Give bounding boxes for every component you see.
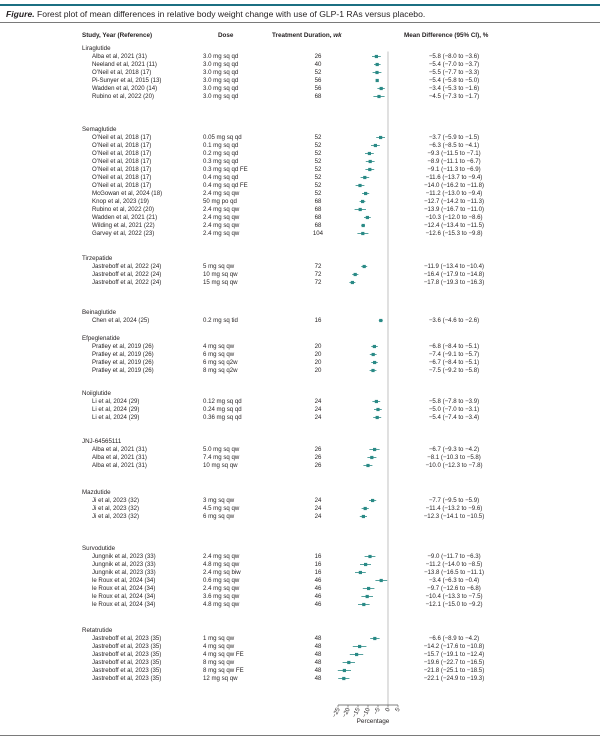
point-estimate (375, 400, 378, 403)
study-cell: Wadden et al, 2021 (21) (92, 214, 158, 221)
group-title: Semaglutide (82, 126, 117, 133)
study-cell: Jastreboff et al, 2023 (35) (92, 643, 162, 650)
mean-difference-cell: −12.7 (−14.2 to −11.3) (423, 198, 485, 205)
duration-cell: 68 (314, 198, 322, 205)
duration-cell: 46 (314, 593, 322, 600)
dose-cell: 2.4 mg sq qw (203, 553, 240, 560)
point-estimate (379, 319, 382, 322)
x-tick-label: −10 (361, 707, 372, 719)
mean-difference-cell: −6.6 (−8.9 to −4.2) (428, 635, 480, 642)
study-cell: Jungnik et al, 2023 (33) (92, 569, 156, 576)
mean-difference-cell: −9.0 (−11.7 to −6.3) (427, 553, 481, 560)
point-estimate (364, 192, 367, 195)
duration-cell: 52 (314, 166, 322, 173)
dose-cell: 3.0 mg sq qd (203, 61, 239, 68)
mean-difference-cell: −12.1 (−15.0 to −9.2) (425, 601, 483, 608)
mean-difference-cell: −5.4 (−5.8 to −5.0) (428, 77, 480, 84)
mean-difference-cell: −3.4 (−6.3 to −0.4) (428, 577, 480, 584)
point-estimate (376, 416, 379, 419)
study-cell: Chen et al, 2024 (25) (92, 317, 150, 324)
dose-cell: 2.4 mg sq qw (203, 230, 240, 237)
group-title: Tirzepatide (82, 255, 113, 262)
point-estimate (372, 353, 375, 356)
point-estimate (364, 507, 367, 510)
dose-cell: 4.8 mg sq qw (203, 561, 240, 568)
point-estimate (362, 515, 365, 518)
mean-difference-cell: −3.7 (−5.9 to −1.5) (428, 134, 480, 141)
duration-cell: 52 (314, 174, 322, 181)
duration-cell: 72 (314, 271, 322, 278)
duration-cell: 48 (314, 659, 322, 666)
point-estimate (342, 677, 345, 680)
point-estimate (359, 208, 362, 211)
dose-cell: 10 mg sq qw (203, 462, 238, 469)
point-estimate (367, 587, 370, 590)
mean-difference-cell: −8.1 (−10.3 to −5.8) (427, 454, 481, 461)
point-estimate (368, 555, 371, 558)
mean-difference-cell: −11.4 (−13.2 to −9.6) (425, 505, 483, 512)
duration-cell: 68 (314, 222, 322, 229)
dose-cell: 5.0 mg sq qw (203, 446, 240, 453)
dose-cell: 5 mg sq qw (203, 263, 235, 270)
study-cell: Pratley et al, 2019 (26) (92, 359, 154, 366)
point-estimate (376, 63, 379, 66)
dose-cell: 8 mg sq qw FE (203, 667, 244, 674)
study-cell: Jungnik et al, 2023 (33) (92, 553, 156, 560)
mean-difference-cell: −5.0 (−7.0 to −3.1) (428, 406, 480, 413)
point-estimate (380, 579, 383, 582)
dose-cell: 2.4 mg sq qw (203, 222, 240, 229)
duration-cell: 56 (314, 85, 322, 92)
dose-cell: 12 mg sq qw (203, 675, 238, 682)
header-study: Study, Year (Reference) (82, 32, 153, 39)
duration-cell: 24 (314, 398, 322, 405)
duration-cell: 16 (314, 553, 322, 560)
point-estimate (368, 152, 371, 155)
duration-cell: 16 (314, 561, 322, 568)
point-estimate (368, 168, 371, 171)
mean-difference-cell: −9.1 (−11.3 to −6.9) (427, 166, 481, 173)
mean-difference-cell: −5.8 (−7.8 to −3.9) (428, 398, 480, 405)
duration-cell: 68 (314, 93, 322, 100)
duration-cell: 68 (314, 214, 322, 221)
dose-cell: 0.4 mg sq qd FE (203, 182, 248, 189)
duration-cell: 68 (314, 206, 322, 213)
study-cell: Ji et al, 2023 (32) (92, 513, 140, 520)
mean-difference-cell: −5.4 (−7.4 to −3.4) (428, 414, 480, 421)
duration-cell: 72 (314, 263, 322, 270)
mean-difference-cell: −3.4 (−5.3 to −1.6) (428, 85, 480, 92)
study-cell: Alba et al, 2021 (31) (92, 454, 147, 461)
duration-cell: 24 (314, 497, 322, 504)
duration-cell: 52 (314, 142, 322, 149)
point-estimate (377, 95, 380, 98)
duration-cell: 48 (314, 667, 322, 674)
study-cell: Knop et al, 2023 (19) (92, 198, 149, 205)
study-cell: Jastreboff et al, 2023 (35) (92, 667, 162, 674)
study-cell: Jungnik et al, 2023 (33) (92, 561, 156, 568)
dose-cell: 4 mg sq qw FE (203, 651, 244, 658)
duration-cell: 48 (314, 643, 322, 650)
duration-cell: 26 (314, 462, 322, 469)
study-cell: le Roux et al, 2024 (34) (92, 585, 156, 592)
mean-difference-cell: −22.1 (−24.9 to −19.3) (423, 675, 485, 682)
mean-difference-cell: −21.8 (−25.1 to −18.5) (423, 667, 485, 674)
duration-cell: 72 (314, 279, 322, 286)
duration-cell: 48 (314, 635, 322, 642)
study-cell: Jastreboff et al, 2022 (24) (92, 279, 162, 286)
dose-cell: 4 mg sq qw (203, 643, 235, 650)
mean-difference-cell: −5.5 (−7.7 to −3.3) (428, 69, 480, 76)
study-cell: O’Neil et al, 2018 (17) (92, 174, 152, 181)
study-cell: Neeland et al, 2021 (11) (92, 61, 157, 68)
header-duration-label: Treatment Duration, (272, 32, 334, 39)
point-estimate (375, 71, 378, 74)
study-cell: Pratley et al, 2019 (26) (92, 367, 154, 374)
duration-cell: 48 (314, 675, 322, 682)
dose-cell: 1 mg sq qw (203, 635, 235, 642)
duration-cell: 26 (314, 53, 322, 60)
study-cell: O’Neil et al, 2018 (17) (92, 158, 152, 165)
study-cell: Alba et al, 2021 (31) (92, 446, 147, 453)
study-cell: Pratley et al, 2019 (26) (92, 351, 154, 358)
duration-cell: 24 (314, 414, 322, 421)
study-cell: Li et al, 2024 (29) (92, 406, 140, 413)
study-cell: O’Neil et al, 2018 (17) (92, 69, 152, 76)
group-title: Retatrutide (82, 627, 113, 634)
duration-cell: 20 (314, 359, 322, 366)
mean-difference-cell: −12.3 (−14.1 to −10.5) (423, 513, 485, 520)
dose-cell: 8 mg sq q2w (203, 367, 238, 374)
point-estimate (376, 408, 379, 411)
point-estimate (363, 265, 366, 268)
duration-cell: 52 (314, 190, 322, 197)
dose-cell: 4.5 mg sq qw (203, 505, 240, 512)
mean-difference-cell: −10.4 (−13.3 to −7.5) (425, 593, 483, 600)
study-cell: O’Neil et al, 2018 (17) (92, 182, 152, 189)
study-cell: Rubino et al, 2022 (20) (92, 206, 154, 213)
study-cell: Garvey et al, 2022 (23) (92, 230, 155, 237)
figure-label: Figure. (6, 9, 35, 19)
study-cell: Jastreboff et al, 2023 (35) (92, 675, 162, 682)
dose-cell: 3.0 mg sq qd (203, 85, 239, 92)
point-estimate (354, 273, 357, 276)
x-tick-label: −20 (341, 707, 352, 719)
dose-cell: 3.0 mg sq qd (203, 69, 239, 76)
point-estimate (373, 361, 376, 364)
mean-difference-cell: −11.2 (−14.0 to −8.5) (425, 561, 483, 568)
duration-cell: 48 (314, 651, 322, 658)
point-estimate (362, 224, 365, 227)
mean-difference-cell: −16.4 (−17.9 to −14.8) (423, 271, 485, 278)
point-estimate (373, 637, 376, 640)
mean-difference-cell: −15.7 (−19.1 to −12.4) (423, 651, 485, 658)
dose-cell: 3.0 mg sq qd (203, 53, 239, 60)
x-tick-label: −25 (331, 707, 342, 719)
dose-cell: 8 mg sq qw (203, 659, 235, 666)
study-cell: Jastreboff et al, 2022 (24) (92, 263, 162, 270)
duration-cell: 16 (314, 317, 322, 324)
dose-cell: 6 mg sq qw (203, 513, 235, 520)
mean-difference-cell: −12.6 (−15.3 to −9.8) (425, 230, 483, 237)
duration-cell: 52 (314, 134, 322, 141)
dose-cell: 3.6 mg sq qw (203, 593, 240, 600)
study-cell: Pi-Sunyer et al, 2015 (13) (92, 77, 162, 84)
point-estimate (375, 55, 378, 58)
figure-title: Forest plot of mean differences in relative body weight change with use of GLP-1 RAs versus placebo. (34, 9, 426, 19)
dose-cell: 6 mg sq q2w (203, 359, 238, 366)
point-estimate (362, 603, 365, 606)
study-cell: Wilding et al, 2021 (22) (92, 222, 155, 229)
mean-difference-cell: −6.7 (−9.3 to −4.2) (428, 446, 480, 453)
mean-difference-cell: −3.6 (−4.6 to −2.6) (428, 317, 480, 324)
mean-difference-cell: −12.4 (−13.4 to −11.5) (423, 222, 485, 229)
figure-bottom-rule (0, 735, 600, 736)
x-tick-label: 5 (394, 707, 402, 713)
study-cell: Jastreboff et al, 2022 (24) (92, 271, 162, 278)
point-estimate (373, 345, 376, 348)
mean-difference-cell: −10.3 (−12.0 to −8.6) (425, 214, 483, 221)
mean-difference-cell: −6.8 (−8.4 to −5.1) (428, 343, 480, 350)
duration-cell: 16 (314, 569, 322, 576)
point-estimate (380, 87, 383, 90)
duration-cell: 24 (314, 513, 322, 520)
point-estimate (358, 645, 361, 648)
dose-cell: 2.4 mg sq qw (203, 585, 240, 592)
point-estimate (366, 216, 369, 219)
study-cell: Ji et al, 2023 (32) (92, 497, 140, 504)
point-estimate (369, 160, 372, 163)
study-cell: Jastreboff et al, 2023 (35) (92, 659, 162, 666)
duration-cell: 104 (312, 230, 324, 237)
point-estimate (364, 563, 367, 566)
dose-cell: 3.0 mg sq qd (203, 77, 239, 84)
point-estimate (363, 176, 366, 179)
study-cell: Ji et al, 2023 (32) (92, 505, 140, 512)
mean-difference-cell: −14.2 (−17.6 to −10.8) (423, 643, 485, 650)
duration-cell: 46 (314, 585, 322, 592)
study-cell: O’Neil et al, 2018 (17) (92, 134, 152, 141)
mean-difference-cell: −8.9 (−11.1 to −6.7) (427, 158, 481, 165)
dose-cell: 0.36 mg sq qd (203, 414, 242, 421)
duration-cell: 52 (314, 182, 322, 189)
point-estimate (359, 571, 362, 574)
study-cell: Li et al, 2024 (29) (92, 398, 140, 405)
point-estimate (370, 456, 373, 459)
point-estimate (373, 448, 376, 451)
dose-cell: 4 mg sq qw (203, 343, 235, 350)
duration-cell: 20 (314, 343, 322, 350)
duration-cell: 52 (314, 158, 322, 165)
x-tick-label: −5 (373, 707, 382, 716)
dose-cell: 0.2 mg sq qd (203, 150, 239, 157)
duration-cell: 56 (314, 77, 322, 84)
duration-cell: 24 (314, 406, 322, 413)
point-estimate (376, 79, 379, 82)
mean-difference-cell: −13.8 (−16.5 to −11.1) (423, 569, 485, 576)
point-estimate (358, 184, 361, 187)
dose-cell: 10 mg sq qw (203, 271, 238, 278)
dose-cell: 0.1 mg sq qd (203, 142, 239, 149)
dose-cell: 2.4 mg sq qw (203, 214, 240, 221)
mean-difference-cell: −5.4 (−7.0 to −3.7) (428, 61, 480, 68)
dose-cell: 50 mg po qd (203, 198, 237, 205)
point-estimate (366, 464, 369, 467)
dose-cell: 2.4 mg sq qw (203, 206, 240, 213)
study-cell: le Roux et al, 2024 (34) (92, 593, 156, 600)
duration-cell: 46 (314, 577, 322, 584)
study-cell: Pratley et al, 2019 (26) (92, 343, 154, 350)
point-estimate (371, 369, 374, 372)
study-cell: Wadden et al, 2020 (14) (92, 85, 158, 92)
mean-difference-cell: −11.9 (−13.4 to −10.4) (423, 263, 485, 270)
mean-difference-cell: −4.5 (−7.3 to −1.7) (428, 93, 480, 100)
duration-cell: 20 (314, 367, 322, 374)
mean-difference-cell: −13.9 (−16.7 to −11.0) (423, 206, 485, 213)
mean-difference-cell: −11.6 (−13.7 to −9.4) (425, 174, 483, 181)
x-tick-label: −15 (351, 707, 362, 719)
study-cell: Jastreboff et al, 2023 (35) (92, 651, 162, 658)
dose-cell: 3.0 mg sq qd (203, 93, 239, 100)
header-mean-difference: Mean Difference (95% CI), % (404, 32, 489, 39)
mean-difference-cell: −19.6 (−22.7 to −16.5) (423, 659, 485, 666)
mean-difference-cell: −14.0 (−16.2 to −11.8) (423, 182, 485, 189)
mean-difference-cell: −9.3 (−11.5 to −7.1) (427, 150, 481, 157)
duration-cell: 26 (314, 454, 322, 461)
duration-cell: 52 (314, 69, 322, 76)
dose-cell: 0.05 mg sq qd (203, 134, 242, 141)
dose-cell: 15 mg sq qw (203, 279, 238, 286)
dose-cell: 0.12 mg sq qd (203, 398, 242, 405)
dose-cell: 3 mg sq qw (203, 497, 235, 504)
point-estimate (361, 200, 364, 203)
group-title: Liraglutide (82, 45, 111, 52)
dose-cell: 4.8 mg sq qw (203, 601, 240, 608)
study-cell: Alba et al, 2021 (31) (92, 53, 147, 60)
dose-cell: 0.2 mg sq tid (203, 317, 238, 324)
point-estimate (355, 653, 358, 656)
x-axis-title: Percentage (356, 718, 390, 725)
study-cell: Alba et al, 2021 (31) (92, 462, 147, 469)
mean-difference-cell: −11.2 (−13.0 to −9.4) (425, 190, 483, 197)
dose-cell: 2.4 mg sq biw (203, 569, 241, 576)
mean-difference-cell: −6.3 (−8.5 to −4.1) (428, 142, 480, 149)
duration-cell: 52 (314, 150, 322, 157)
point-estimate (366, 595, 369, 598)
study-cell: McGowan et al, 2024 (18) (92, 190, 163, 197)
header-duration-unit: wk (333, 32, 342, 39)
duration-cell: 40 (314, 61, 322, 68)
x-tick-label: 0 (384, 707, 392, 713)
study-cell: O’Neil et al, 2018 (17) (92, 142, 152, 149)
group-title: Beinaglutide (82, 309, 117, 316)
point-estimate (351, 281, 354, 284)
study-cell: le Roux et al, 2024 (34) (92, 577, 156, 584)
dose-cell: 2.4 mg sq qw (203, 190, 240, 197)
study-cell: Jastreboff et al, 2023 (35) (92, 635, 162, 642)
group-title: Survodutide (82, 545, 116, 552)
point-estimate (347, 661, 350, 664)
group-title: Mazdutide (82, 489, 111, 496)
group-title: JNJ-64565111 (82, 438, 122, 445)
mean-difference-cell: −6.7 (−8.4 to −5.1) (428, 359, 480, 366)
dose-cell: 0.3 mg sq qd FE (203, 166, 248, 173)
study-cell: O’Neil et al, 2018 (17) (92, 150, 152, 157)
duration-cell: 20 (314, 351, 322, 358)
duration-cell: 26 (314, 446, 322, 453)
point-estimate (361, 232, 364, 235)
study-cell: le Roux et al, 2024 (34) (92, 601, 156, 608)
duration-cell: 46 (314, 601, 322, 608)
point-estimate (379, 136, 382, 139)
point-estimate (371, 499, 374, 502)
study-cell: Rubino et al, 2022 (20) (92, 93, 154, 100)
dose-cell: 0.4 mg sq qd (203, 174, 239, 181)
study-cell: Li et al, 2024 (29) (92, 414, 140, 421)
mean-difference-cell: −7.7 (−9.5 to −5.9) (428, 497, 480, 504)
mean-difference-cell: −10.0 (−12.3 to −7.8) (425, 462, 483, 469)
mean-difference-cell: −7.5 (−9.2 to −5.8) (428, 367, 480, 374)
group-title: Efpeglenatide (82, 335, 120, 342)
header-dose: Dose (218, 32, 234, 39)
dose-cell: 0.6 mg sq qw (203, 577, 240, 584)
group-title: Noiiglutide (82, 390, 111, 397)
point-estimate (374, 144, 377, 147)
mean-difference-cell: −17.8 (−19.3 to −16.3) (423, 279, 485, 286)
point-estimate (343, 669, 346, 672)
duration-cell: 24 (314, 505, 322, 512)
dose-cell: 7.4 mg sq qw (203, 454, 240, 461)
mean-difference-cell: −7.4 (−9.1 to −5.7) (428, 351, 480, 358)
mean-difference-cell: −5.8 (−8.0 to −3.6) (428, 53, 480, 60)
dose-cell: 0.24 mg sq qd (203, 406, 242, 413)
dose-cell: 0.3 mg sq qd (203, 158, 239, 165)
dose-cell: 6 mg sq qw (203, 351, 235, 358)
mean-difference-cell: −9.7 (−12.6 to −6.8) (427, 585, 481, 592)
study-cell: O’Neil et al, 2018 (17) (92, 166, 152, 173)
